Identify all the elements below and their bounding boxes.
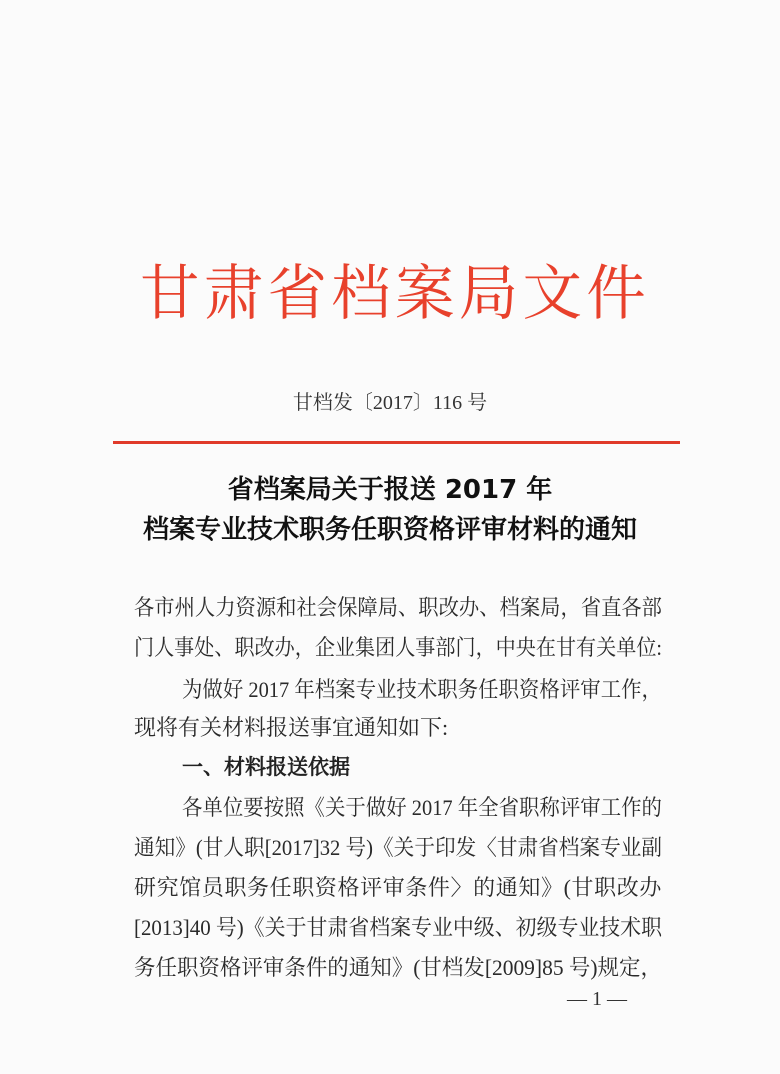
- body-line: 通知》(甘人职[2017]32 号)《关于印发〈甘肃省档案专业副: [134, 835, 662, 860]
- section-heading: 一、材料报送依据: [182, 755, 350, 779]
- page-number: — 1 —: [567, 988, 627, 1010]
- red-divider-line: [113, 441, 680, 444]
- document-number: 甘档发〔2017〕116 号: [292, 392, 488, 414]
- intro-line: 现将有关材料报送事宜通知如下:: [134, 715, 449, 740]
- body-line: 研究馆员职务任职资格评审条件〉的通知》(甘职改办: [134, 875, 662, 900]
- addressee-line: 各市州人力资源和社会保障局、职改办、档案局，省直各部: [134, 595, 662, 620]
- document-title-line-1: 省档案局关于报送 2017 年: [227, 475, 553, 505]
- intro-line: 为做好 2017 年档案专业技术职务任职资格评审工作，: [182, 677, 662, 702]
- body-line: 各单位要按照《关于做好 2017 年全省职称评审工作的: [182, 795, 662, 820]
- body-line: 务任职资格评审条件的通知》(甘档发[2009]85 号)规定，: [134, 955, 662, 980]
- document-title-line-2: 档案专业技术职务任职资格评审材料的通知: [142, 515, 637, 545]
- body-line: [2013]40 号)《关于甘肃省档案专业中级、初级专业技术职: [134, 915, 662, 940]
- issuer-red-header: 甘肃省档案局文件: [140, 259, 650, 329]
- addressee-line: 门人事处、职改办，企业集团人事部门，中央在甘有关单位:: [134, 635, 662, 660]
